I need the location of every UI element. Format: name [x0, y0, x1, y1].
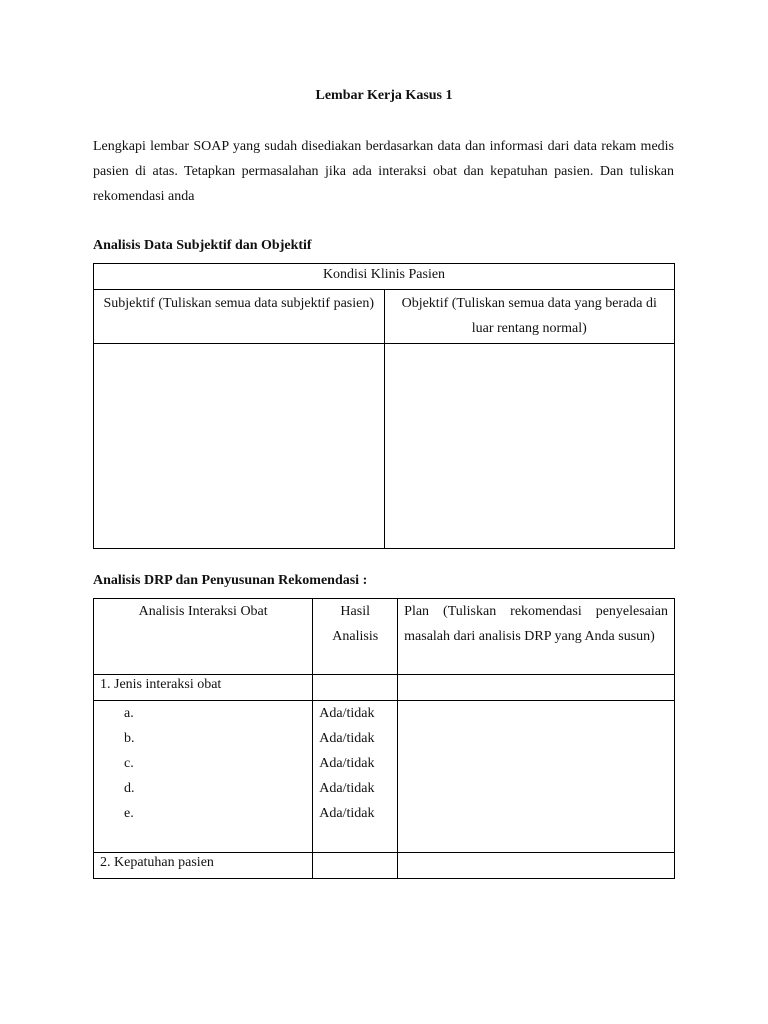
hasil-value: Ada/tidak: [319, 781, 375, 796]
hasil-value: Ada/tidak: [319, 731, 375, 746]
section-heading-subjektif-objektif: Analisis Data Subjektif dan Objektif: [93, 238, 312, 253]
subjektif-entry-cell[interactable]: [94, 344, 385, 549]
subjektif-objektif-table: [93, 263, 675, 549]
list-item: c.: [124, 756, 134, 771]
column-header-plan: Plan (Tuliskan rekomendasi penyelesaian masalah dari analisis DRP yang Anda susun): [398, 599, 675, 675]
kepatuhan-hasil-cell[interactable]: [313, 853, 398, 879]
table-header-kondisi-klinis: Kondisi Klinis Pasien: [94, 264, 675, 290]
column-header-analisis-interaksi: Analisis Interaksi Obat: [94, 599, 313, 675]
objektif-entry-cell[interactable]: [384, 344, 675, 549]
list-item: a.: [124, 706, 134, 721]
hasil-values-cell[interactable]: [313, 701, 398, 853]
hasil-value: Ada/tidak: [319, 706, 375, 721]
drp-table: [93, 598, 675, 879]
hasil-header-line-1: Hasil: [340, 604, 370, 619]
items-plan-cell[interactable]: [398, 701, 675, 853]
column-header-hasil-analisis: [313, 599, 398, 675]
interaction-items-cell: [94, 701, 313, 853]
list-item: d.: [124, 781, 135, 796]
intro-paragraph: Lengkapi lembar SOAP yang sudah disediakan berdasarkan data dan informasi dari data rekam medis pasien di atas. Tetapkan permasalahan jika ada interaksi obat dan kepatuhan pasien. Dan tuliskan rekomendasi anda: [93, 139, 674, 204]
hasil-value: Ada/tidak: [319, 806, 375, 821]
section-heading-drp: Analisis DRP dan Penyusunan Rekomendasi :: [93, 573, 368, 588]
hasil-header-line-2: Analisis: [332, 629, 379, 644]
kepatuhan-plan-cell[interactable]: [398, 853, 675, 879]
jenis-hasil-cell[interactable]: [313, 675, 398, 701]
row-label-kepatuhan: 2. Kepatuhan pasien: [94, 853, 313, 879]
page-title: Lembar Kerja Kasus 1: [315, 88, 453, 103]
column-header-objektif: Objektif (Tuliskan semua data yang berada di luar rentang normal): [384, 290, 675, 344]
list-item: b.: [124, 731, 135, 746]
column-header-subjektif: Subjektif (Tuliskan semua data subjektif pasien): [94, 290, 385, 344]
list-item: e.: [124, 806, 134, 821]
hasil-value: Ada/tidak: [319, 756, 375, 771]
jenis-plan-cell[interactable]: [398, 675, 675, 701]
row-label-jenis-interaksi: 1. Jenis interaksi obat: [94, 675, 313, 701]
